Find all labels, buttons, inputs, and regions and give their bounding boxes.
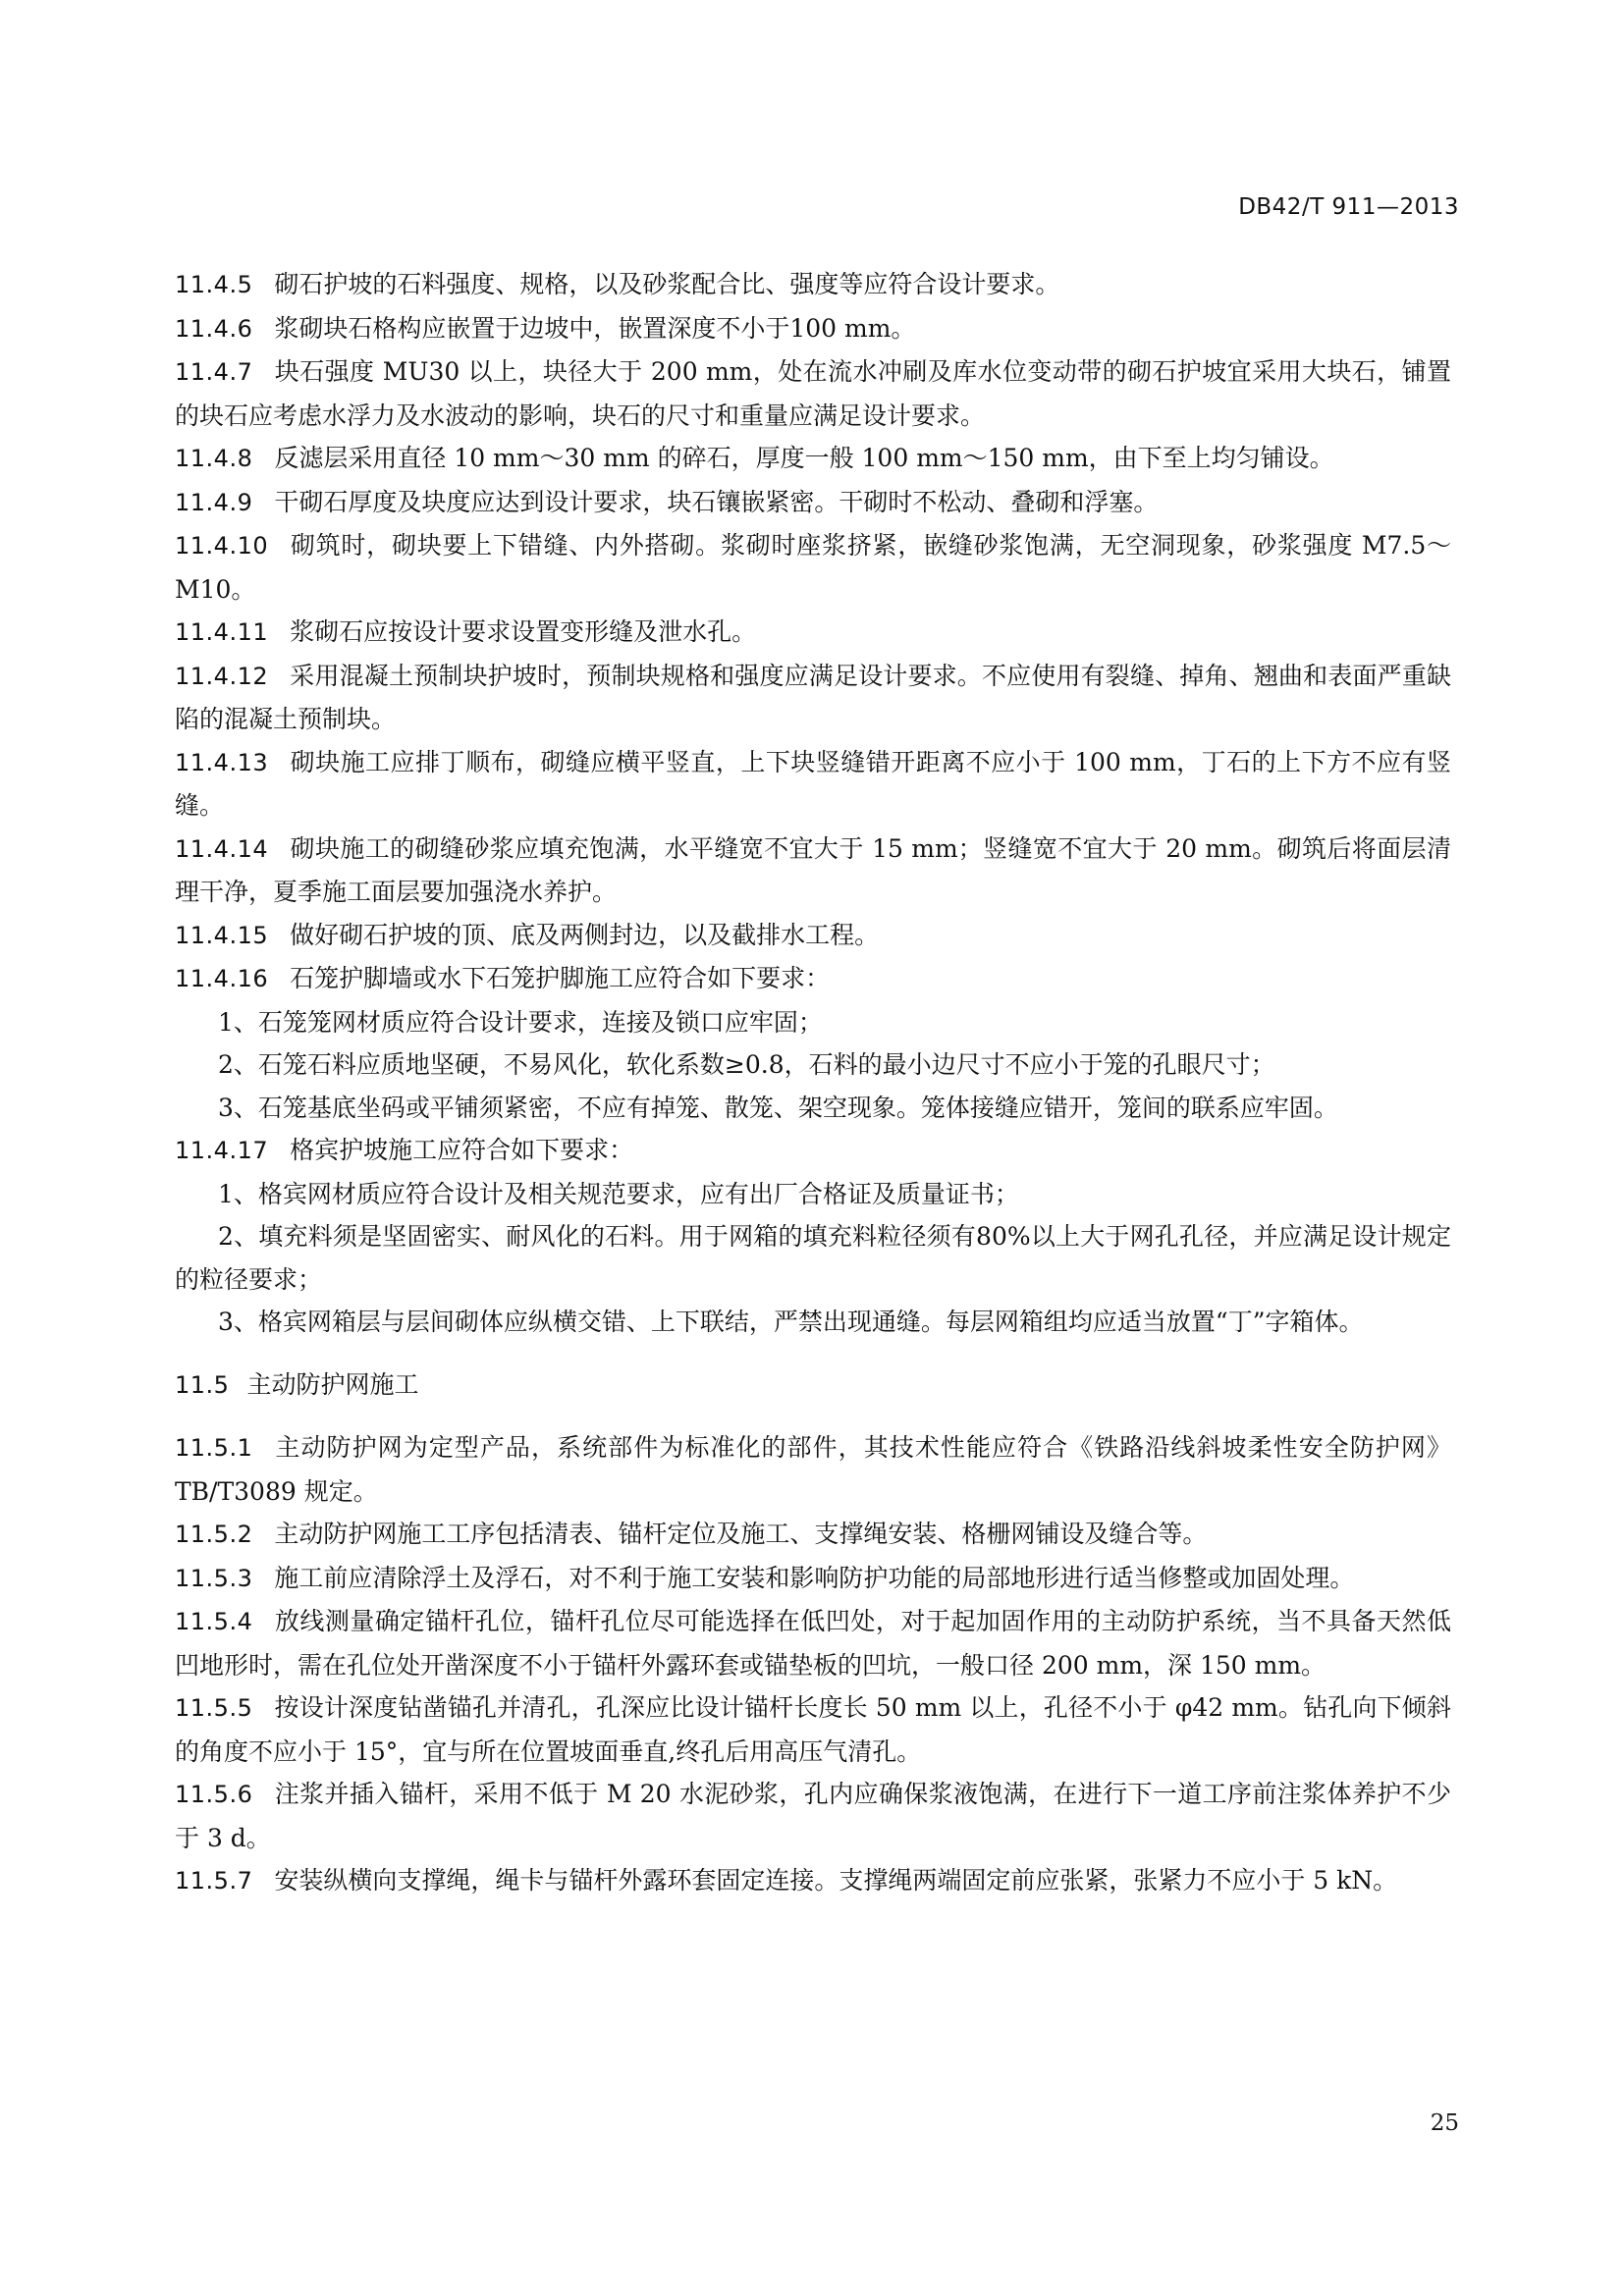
clause-number: 11.4.5 <box>175 271 253 298</box>
clause-number: 11.5.6 <box>175 1781 253 1808</box>
clause-number: 11.5.4 <box>175 1608 253 1635</box>
clause-number: 11.4.9 <box>175 488 253 516</box>
clause-number: 11.5.5 <box>175 1694 253 1722</box>
clause-11-4-8 <box>175 437 1451 481</box>
page-number: 25 <box>1430 2110 1459 2136</box>
clause-text: 浆砌块石格构应嵌置于边坡中，嵌置深度不小于100 mm。 <box>274 313 916 343</box>
list-item: 1、格宾网材质应符合设计及相关规范要求，应有出厂合格证及质量证书； <box>218 1179 1019 1208</box>
clause-11-5-5 <box>175 1686 1451 1773</box>
clause-text: 反滤层采用直径 10 mm～30 mm 的碎石，厚度一般 100 mm～150 mm，由下至上均匀铺设。 <box>274 444 1334 472</box>
document-body <box>175 263 1451 1903</box>
clause-number: 11.4.17 <box>175 1137 269 1164</box>
clause-text: 格宾护坡施工应符合如下要求： <box>290 1136 634 1164</box>
clause-11-4-7 <box>175 350 1451 437</box>
clause-11-4-12 <box>175 655 1451 741</box>
clause-text: 石笼护脚墙或水下石笼护脚施工应符合如下要求： <box>290 964 831 992</box>
clause-number: 11.4.15 <box>175 921 269 949</box>
clause-11-5-7 <box>175 1859 1451 1903</box>
clause-11-5-3 <box>175 1557 1451 1601</box>
clause-number: 11.5.3 <box>175 1564 253 1592</box>
clause-number: 11.4.13 <box>175 748 269 776</box>
list-item: 3、格宾网箱层与层间砌体应纵横交错、上下联结，严禁出现通缝。每层网箱组均应适当放置“丁”字箱体。 <box>218 1308 1364 1336</box>
clause-11-4-14 <box>175 828 1451 914</box>
clause-11-4-13 <box>175 741 1451 828</box>
clause-text: 砌石护坡的石料强度、规格，以及砂浆配合比、强度等应符合设计要求。 <box>274 270 1060 298</box>
clause-11-4-16 <box>175 957 1451 1001</box>
clause-number: 11.4.16 <box>175 965 269 992</box>
clause-number: 11.5.7 <box>175 1867 253 1895</box>
clause-text: 按设计深度钻凿锚孔并清孔，孔深应比设计锚杆长度长 50 mm 以上，孔径不小于 φ42 mm。钻孔向下倾斜的角度不应小于 15°，宜与所在位置坡面垂直,终孔后用高压气清孔。 <box>175 1693 1451 1766</box>
list-item: 2、石笼石料应质地坚硬，不易风化，软化系数≥0.8，石料的最小边尺寸不应小于笼的孔眼尺寸； <box>218 1050 1275 1079</box>
list-item: 1、石笼笼网材质应符合设计要求，连接及锁口应牢固； <box>218 1007 823 1037</box>
clause-11-5-4 <box>175 1600 1451 1686</box>
clause-11-5-1 <box>175 1426 1451 1513</box>
clause-text: 施工前应清除浮土及浮石，对不利于施工安装和影响防护功能的局部地形进行适当修整或加固处理。 <box>274 1563 1355 1592</box>
clause-text: 块石强度 MU30 以上，块径大于 200 mm，处在流水冲刷及库水位变动带的砌石护坡宜采用大块石，铺置的块石应考虑水浮力及水波动的影响，块石的尺寸和重量应满足设计要求。 <box>175 357 1451 430</box>
list-item: 2、填充料须是坚固密实、耐风化的石料。用于网箱的填充料粒径须有80%以上大于网孔孔径，并应满足设计规定的粒径要求； <box>175 1222 1451 1294</box>
document-code: DB42/T 911—2013 <box>1238 194 1459 220</box>
clause-11-4-6 <box>175 307 1451 351</box>
clause-text: 注浆并插入锚杆，采用不低于 M 20 水泥砂浆，孔内应确保浆液饱满，在进行下一道工序前注浆体养护不少于 3 d。 <box>175 1780 1451 1852</box>
clause-text: 浆砌石应按设计要求设置变形缝及泄水孔。 <box>290 617 757 646</box>
clause-11-4-5 <box>175 263 1451 307</box>
clause-text: 安装纵横向支撑绳，绳卡与锚杆外露环套固定连接。支撑绳两端固定前应张紧，张紧力不应小于 5 kN。 <box>274 1866 1398 1895</box>
clause-number: 11.4.6 <box>175 314 253 343</box>
clause-text: 主动防护网为定型产品，系统部件为标准化的部件，其技术性能应符合《铁路沿线斜坡柔性安全防护网》TB/T3089 规定。 <box>175 1433 1451 1506</box>
clause-number: 11.4.7 <box>175 358 253 386</box>
clause-11-5-2 <box>175 1513 1451 1557</box>
clause-text: 砌块施工应排丁顺布，砌缝应横平竖直，上下块竖缝错开距离不应小于 100 mm，丁石的上下方不应有竖缝。 <box>175 747 1451 820</box>
clause-11-4-11 <box>175 611 1451 655</box>
clause-number: 11.4.8 <box>175 445 253 472</box>
clause-11-5-6 <box>175 1773 1451 1859</box>
section-heading <box>175 1363 1451 1408</box>
clause-number: 11.5.1 <box>175 1434 253 1462</box>
clause-text: 主动防护网施工工序包括清表、锚杆定位及施工、支撑绳安装、格栅网铺设及缝合等。 <box>274 1520 1208 1548</box>
section-title: 主动防护网施工 <box>246 1369 419 1399</box>
clause-11-4-10 <box>175 524 1451 611</box>
clause-text: 采用混凝土预制块护坡时，预制块规格和强度应满足设计要求。不应使用有裂缝、掉角、翘曲和表面严重缺陷的混凝土预制块。 <box>175 661 1451 733</box>
clause-11-4-17 <box>175 1129 1451 1173</box>
clause-number: 11.4.12 <box>175 662 269 690</box>
clause-number: 11.5.2 <box>175 1521 253 1548</box>
clause-number: 11.4.14 <box>175 834 269 863</box>
clause-text: 砌块施工的砌缝砂浆应填充饱满，水平缝宽不宜大于 15 mm；竖缝宽不宜大于 20 mm。砌筑后将面层清理干净，夏季施工面层要加强浇水养护。 <box>175 833 1451 906</box>
clause-number: 11.4.10 <box>175 532 269 560</box>
clause-text: 砌筑时，砌块要上下错缝、内外搭砌。浆砌时座浆挤紧，嵌缝砂浆饱满，无空洞现象，砂浆强度 M7.5～M10。 <box>175 531 1451 604</box>
section-number: 11.5 <box>175 1370 230 1399</box>
clause-text: 做好砌石护坡的顶、底及两侧封边，以及截排水工程。 <box>290 920 880 949</box>
clause-text: 干砌石厚度及块度应达到设计要求，块石镶嵌紧密。干砌时不松动、叠砌和浮塞。 <box>274 487 1159 516</box>
clause-11-4-9 <box>175 481 1451 525</box>
clause-11-4-15 <box>175 914 1451 958</box>
clause-number: 11.4.11 <box>175 618 269 646</box>
list-item: 3、石笼基底坐码或平铺须紧密，不应有掉笼、散笼、架空现象。笼体接缝应错开，笼间的联系应牢固。 <box>218 1093 1338 1122</box>
clause-text: 放线测量确定锚杆孔位，锚杆孔位尽可能选择在低凹处，对于起加固作用的主动防护系统，当不具备天然低凹地形时，需在孔位处开凿深度不小于锚杆外露环套或锚垫板的凹坑，一般口径 200 mm，深 150 mm。 <box>175 1607 1451 1680</box>
